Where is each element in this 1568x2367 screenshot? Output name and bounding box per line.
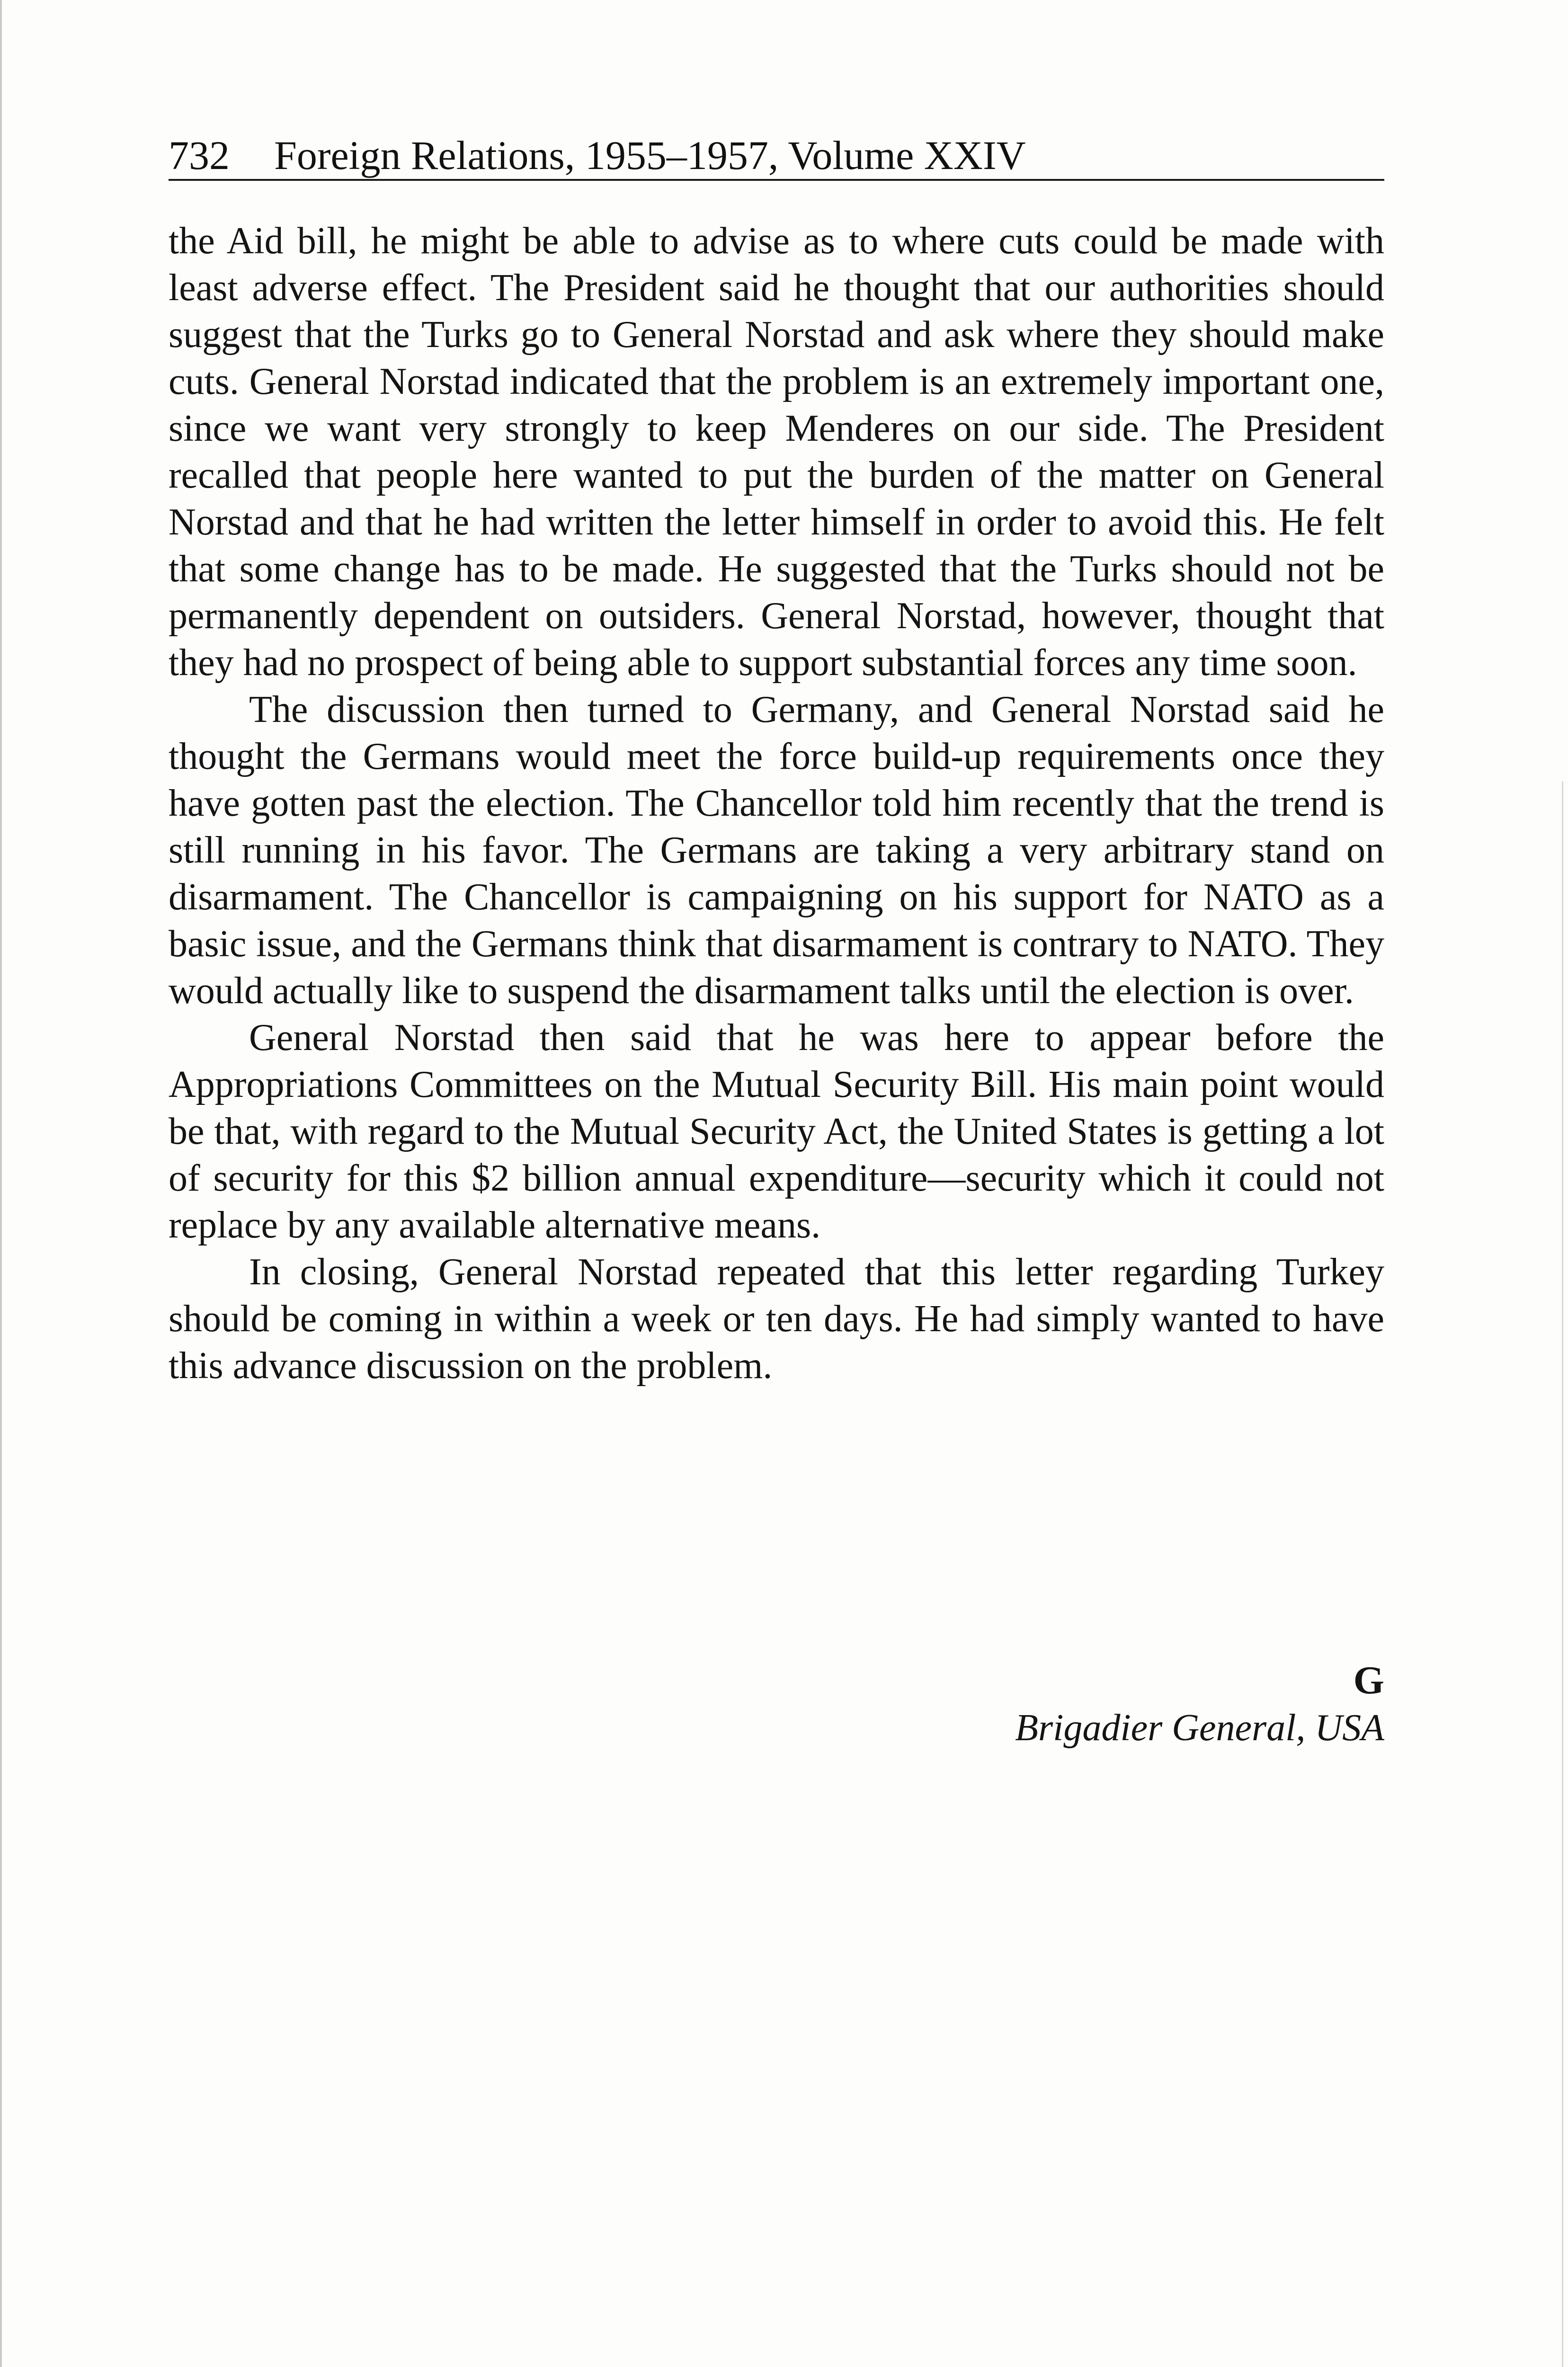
paragraph-mutual-security: General Norstad then said that he was here to appear before the Appropriations Committees on the Mutual Security Bill. His main point would be that, with regard to the Mutual Security Act, the United States is getting a lot of security for this $2 billion annual expenditure—security which it could not replace by any available alternative means. xyxy=(169,1017,1384,1246)
signature-rank: Brigadier General, USA xyxy=(1015,1707,1384,1749)
body-text xyxy=(169,218,1384,1389)
running-title: Foreign Relations, 1955–1957, Volume XXIV xyxy=(274,133,1026,178)
paragraph-closing: In closing, General Norstad repeated that this letter regarding Turkey should be coming in within a week or ten days. He had simply wanted to have this advance discussion on the problem. xyxy=(169,1251,1384,1387)
paragraph-continuation: the Aid bill, he might be able to advise as to where cuts could be made with least adverse effect. The President said he thought that our authorities should suggest that the Turks go to General Norstad and ask where they should make cuts. General Norstad indicated that the problem is an extremely important one, since we want very strongly to keep Menderes on our side. The President recalled that people here wanted to put the burden of the matter on General Norstad and that he had written the letter himself in order to avoid this. He felt that some change has to be made. He suggested that the Turks should not be permanently dependent on outsiders. General Norstad, however, thought that they had no prospect of being able to support substantial forces any time soon. xyxy=(169,220,1384,684)
paragraph-germany: The discussion then turned to Germany, and General Norstad said he thought the Germans would meet the force build-up requirements once they have gotten past the election. The Chancellor told him recently that the trend is still running in his favor. The Germans are taking a very arbitrary stand on disarmament. The Chancellor is campaigning on his support for NATO as a basic issue, and the Germans think that disarmament is contrary to NATO. They would actually like to suspend the disarmament talks until the election is over. xyxy=(169,689,1384,1012)
signature-initial: G xyxy=(1353,1658,1384,1702)
running-header xyxy=(169,132,1384,181)
signature-block xyxy=(807,1657,1384,1752)
scan-edge xyxy=(1562,781,1563,2367)
page-number: 732 xyxy=(169,133,230,178)
